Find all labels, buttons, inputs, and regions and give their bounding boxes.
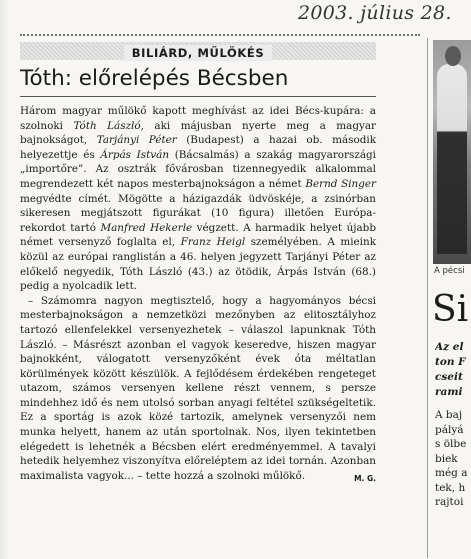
neighbor-text-line: s ölbe [435,438,467,450]
article [20,40,376,510]
dotted-separator [20,34,420,36]
person-name: Tarjányi Péter [96,134,177,147]
paragraph-2 [20,294,376,484]
neighbor-lead [435,340,471,400]
person-name: Tóth László [73,119,141,132]
neighbor-text-line: pályá [435,423,464,436]
paragraph-1-text: (Budapest) a hazai ob. második helyezettje és [20,134,376,161]
section-label: BILIÁRD, MŰLÖKÉS [124,45,272,61]
person-name: Manfred Hekerle [100,221,193,234]
paragraph-1-text: Három magyar műlökő kapott meghívást az idei Bécs-kupára: a szolnoki [20,105,376,132]
neighbor-headline: Si [432,289,469,330]
paragraph-1-text: végzett. A harmadik helyet újabb német versenyző foglalta el, [20,221,376,249]
photo-person-head [445,46,461,66]
person-name: Franz Heigl [180,236,246,249]
neighbor-text-line: ton F [435,356,466,368]
neighbor-text-line: rami [435,386,463,398]
neighbor-text-line: tek, h [435,481,466,494]
paragraph-1-text: (Bácsalmás) a szakág magyarországi „importőre”. Az osztrák fővárosban tizennegyedik alkalommal megrendezett két napos mesterbajnokságon a német [20,148,377,190]
section-bar [20,42,376,60]
neighbor-text-line: még a [435,467,468,479]
headline-rule [20,96,376,97]
scan-edge [0,0,8,559]
paragraph-2-text: – Számomra nagyon megtisztelő, hogy a hagyományos bécsi mesterbajnokságon a nemzetközi mezőnyben az elitosztályhoz tartozó ellenfelekkel versenyezhetek – válaszol lapunknak Tóth László. – Másrészt azonban el vagyok keseredve, hiszen magyar bajnokként, válogatott versenyzőként évek óta méltatlan körülmények között készülök. A fejlődésem érdekében rengeteget utazom, számos versenyen kellene részt vennem, s persze mindehhez idő és nem utolsó sorban anyagi feltétel szükségeltetik. Ez a sportág is azok közé tartozik, amelynek versenyzői nem munka helyett, hanem az után sportolnak. Nos, ilyen tekintetben elégedett is lehetnék a Bécsben elért eredményemmel. A tavalyi hetedik helyemhez viszonyítva előreléptem az idei tornán. Azonban maximalista vagyok... – tette hozzá a szolnoki műlökő. [20,294,376,482]
author-signature: M. G. [354,473,376,483]
person-name: Bernd Singer [305,177,376,190]
photo-person [437,64,467,254]
paragraph-1-text: , aki májusban nyerte meg a magyar bajnokságot, [20,119,376,147]
article-headline: Tóth: előrelépés Bécsben [20,66,289,91]
neighbor-text-line: A baj [435,409,463,421]
column-divider [427,38,428,558]
neighbor-text-line: rajtoi [435,496,464,508]
neighbor-body [435,408,471,510]
neighbor-text-line: Az el [435,341,464,353]
neighbor-photo-caption: A pécsi [434,266,465,276]
paragraph-1 [20,104,376,294]
paragraph-1-text: személyében. A mieink közül az európai ranglistán a 46. helyen jegyzett Tarjányi Péter az előkelő negyedik, Tóth László (43.) az ötödik, Árpás István (68.) pedig a nyolcadik lett. [20,236,376,293]
neighbor-photo [433,40,471,264]
paragraph-1-text: megvédte címét. Mögötte a házigazdák üdvöskéje, a zsinórban sikeresen megjátszott figurákat (10 figura) illetően Európa-rekordot tartó [20,192,376,234]
handwritten-date-note: 2003. július 28. [298,2,452,24]
neighbor-text-line: cseit [435,371,463,383]
neighbor-text-line: biek [435,452,458,465]
person-name: Árpás István [100,148,170,161]
article-body [20,104,376,486]
